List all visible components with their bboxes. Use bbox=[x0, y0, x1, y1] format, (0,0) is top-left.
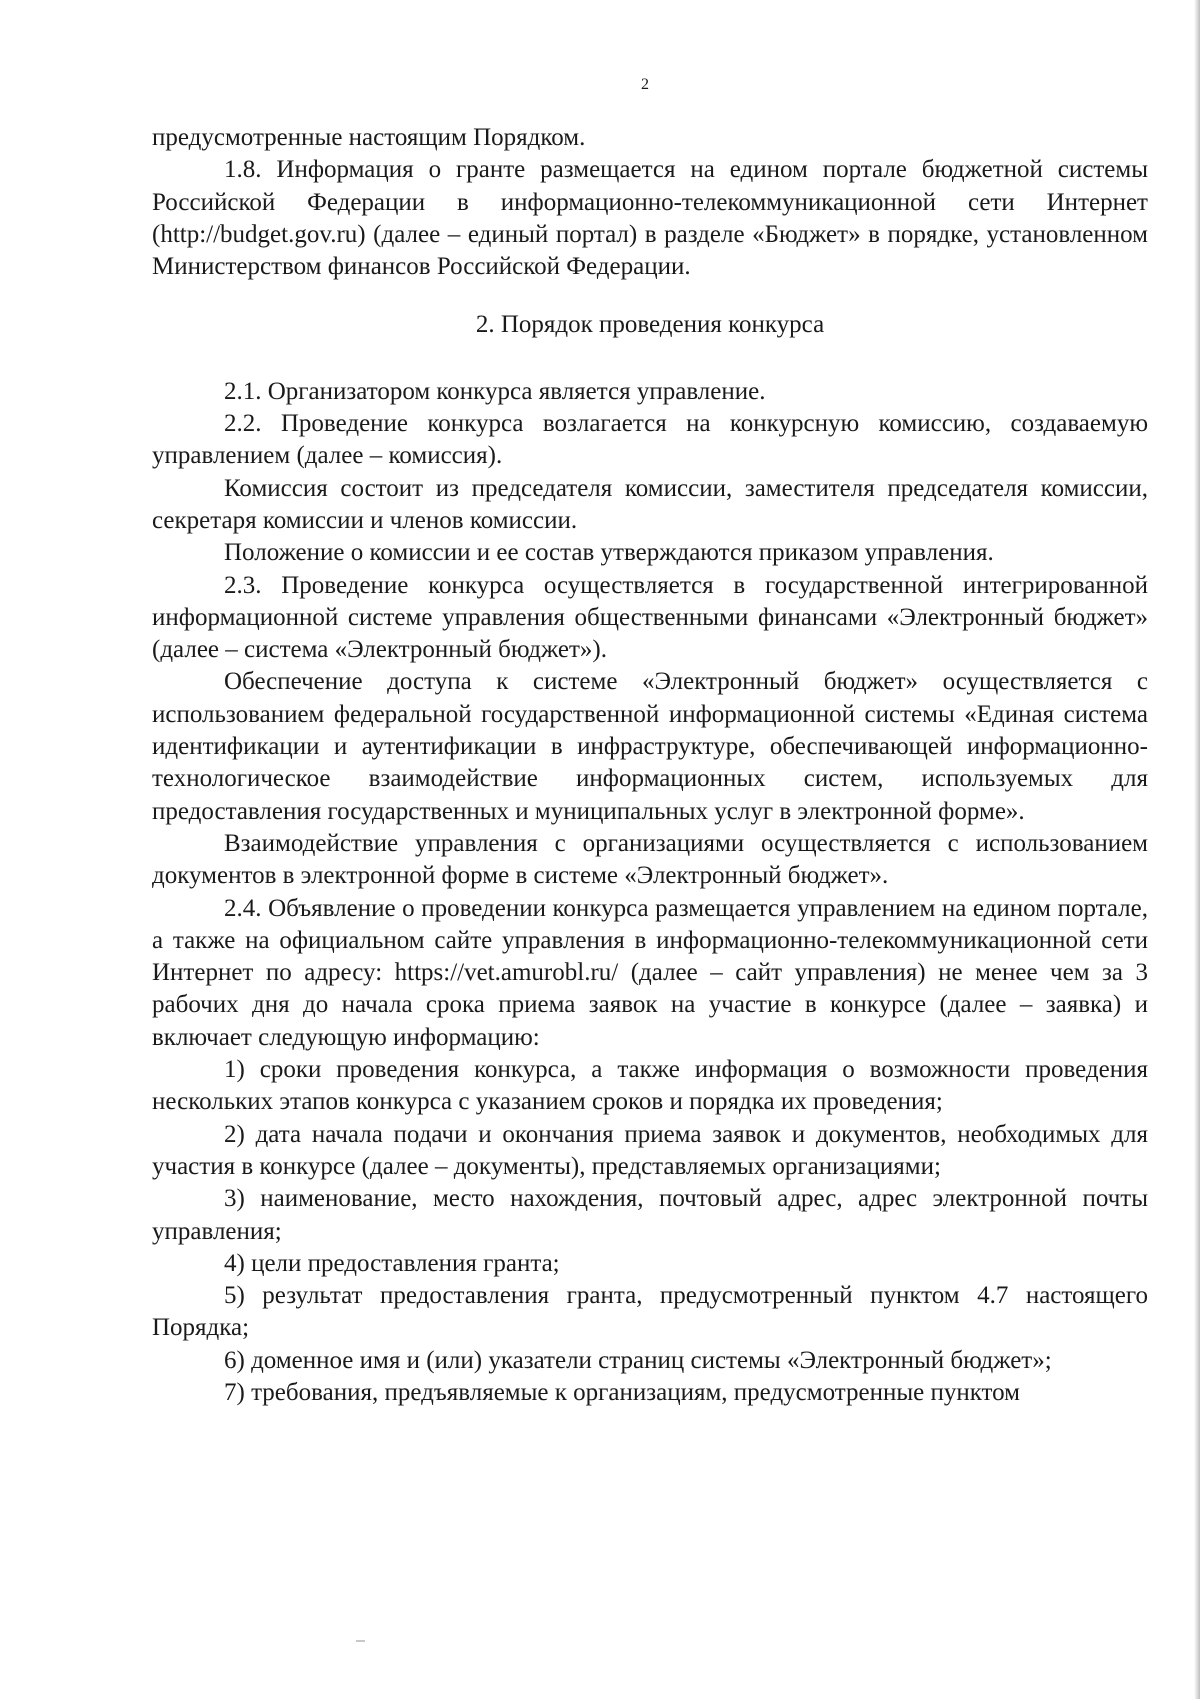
paragraph-system-access: Обеспечение доступа к системе «Электронный бюджет» осуществляется с использованием федеральной государственной информационной системы «Единая система идентификации и аутентификации в инфраструктуре, обеспечивающей информационно-технологическое взаимодействие информационных систем, используемых для предоставления государственных и муниципальных услуг в электронной форме». bbox=[152, 668, 1148, 825]
list-item-6: 6) доменное имя и (или) указатели страниц системы «Электронный бюджет»; bbox=[224, 1346, 1052, 1374]
list-item-2: 2) дата начала подачи и окончания приема заявок и документов, необходимых для участия в конкурсе (далее – документы), представляемых организациями; bbox=[152, 1120, 1148, 1180]
list-item-1: 1) сроки проведения конкурса, а также информация о возможности проведения нескольких этапов конкурса с указанием сроков и порядка их проведения; bbox=[152, 1056, 1148, 1116]
list-item-3: 3) наименование, место нахождения, почтовый адрес, адрес электронной почты управления; bbox=[152, 1185, 1148, 1245]
scan-artifact bbox=[356, 1640, 365, 1642]
document-body bbox=[152, 122, 1148, 1409]
scan-edge-shadow bbox=[1194, 0, 1200, 1699]
paragraph-commission-composition: Комиссия состоит из председателя комиссии, заместителя председателя комиссии, секретаря комиссии и членов комиссии. bbox=[152, 474, 1148, 534]
paragraph-commission-regulation: Положение о комиссии и ее состав утверждаются приказом управления. bbox=[224, 539, 994, 567]
page-number: 2 bbox=[641, 76, 649, 93]
paragraph-interaction: Взаимодействие управления с организациями осуществляется с использованием документов в электронной форме в системе «Электронный бюджет». bbox=[152, 829, 1148, 890]
list-item-5: 5) результат предоставления гранта, предусмотренный пунктом 4.7 настоящего Порядка; bbox=[152, 1282, 1148, 1342]
paragraph-2-2: 2.2. Проведение конкурса возлагается на конкурсную комиссию, создаваемую управлением (далее – комиссия). bbox=[152, 410, 1148, 470]
paragraph-2-1: 2.1. Организатором конкурса является управление. bbox=[224, 377, 766, 405]
paragraph-continuation: предусмотренные настоящим Порядком. bbox=[152, 124, 586, 151]
paragraph-1-8: 1.8. Информация о гранте размещается на едином портале бюджетной системы Российской Федерации в информационно-телекоммуникационной сети Интернет (http://budget.gov.ru) (далее – единый портал) в разделе «Бюджет» в порядке, установленном Министерством финансов Российской Федерации. bbox=[152, 156, 1148, 281]
list-item-7: 7) требования, предъявляемые к организациям, предусмотренные пунктом bbox=[224, 1378, 1020, 1406]
paragraph-2-3: 2.3. Проведение конкурса осуществляется в государственной интегрированной информационной системе управления общественными финансами «Электронный бюджет» (далее – система «Электронный бюджет»). bbox=[152, 571, 1148, 664]
list-item-4: 4) цели предоставления гранта; bbox=[224, 1249, 560, 1277]
section-heading: 2. Порядок проведения конкурса bbox=[475, 311, 825, 339]
paragraph-2-4: 2.4. Объявление о проведении конкурса размещается управлением на едином портале, а также на официальном сайте управления в информационно-телекоммуникационной сети Интернет по адресу: https://vet.amurobl.ru/ (далее – сайт управления) не менее чем за 3 рабочих дня до начала срока приема заявок на участие в конкурсе (далее – заявка) и включает следующую информацию: bbox=[152, 894, 1148, 1051]
